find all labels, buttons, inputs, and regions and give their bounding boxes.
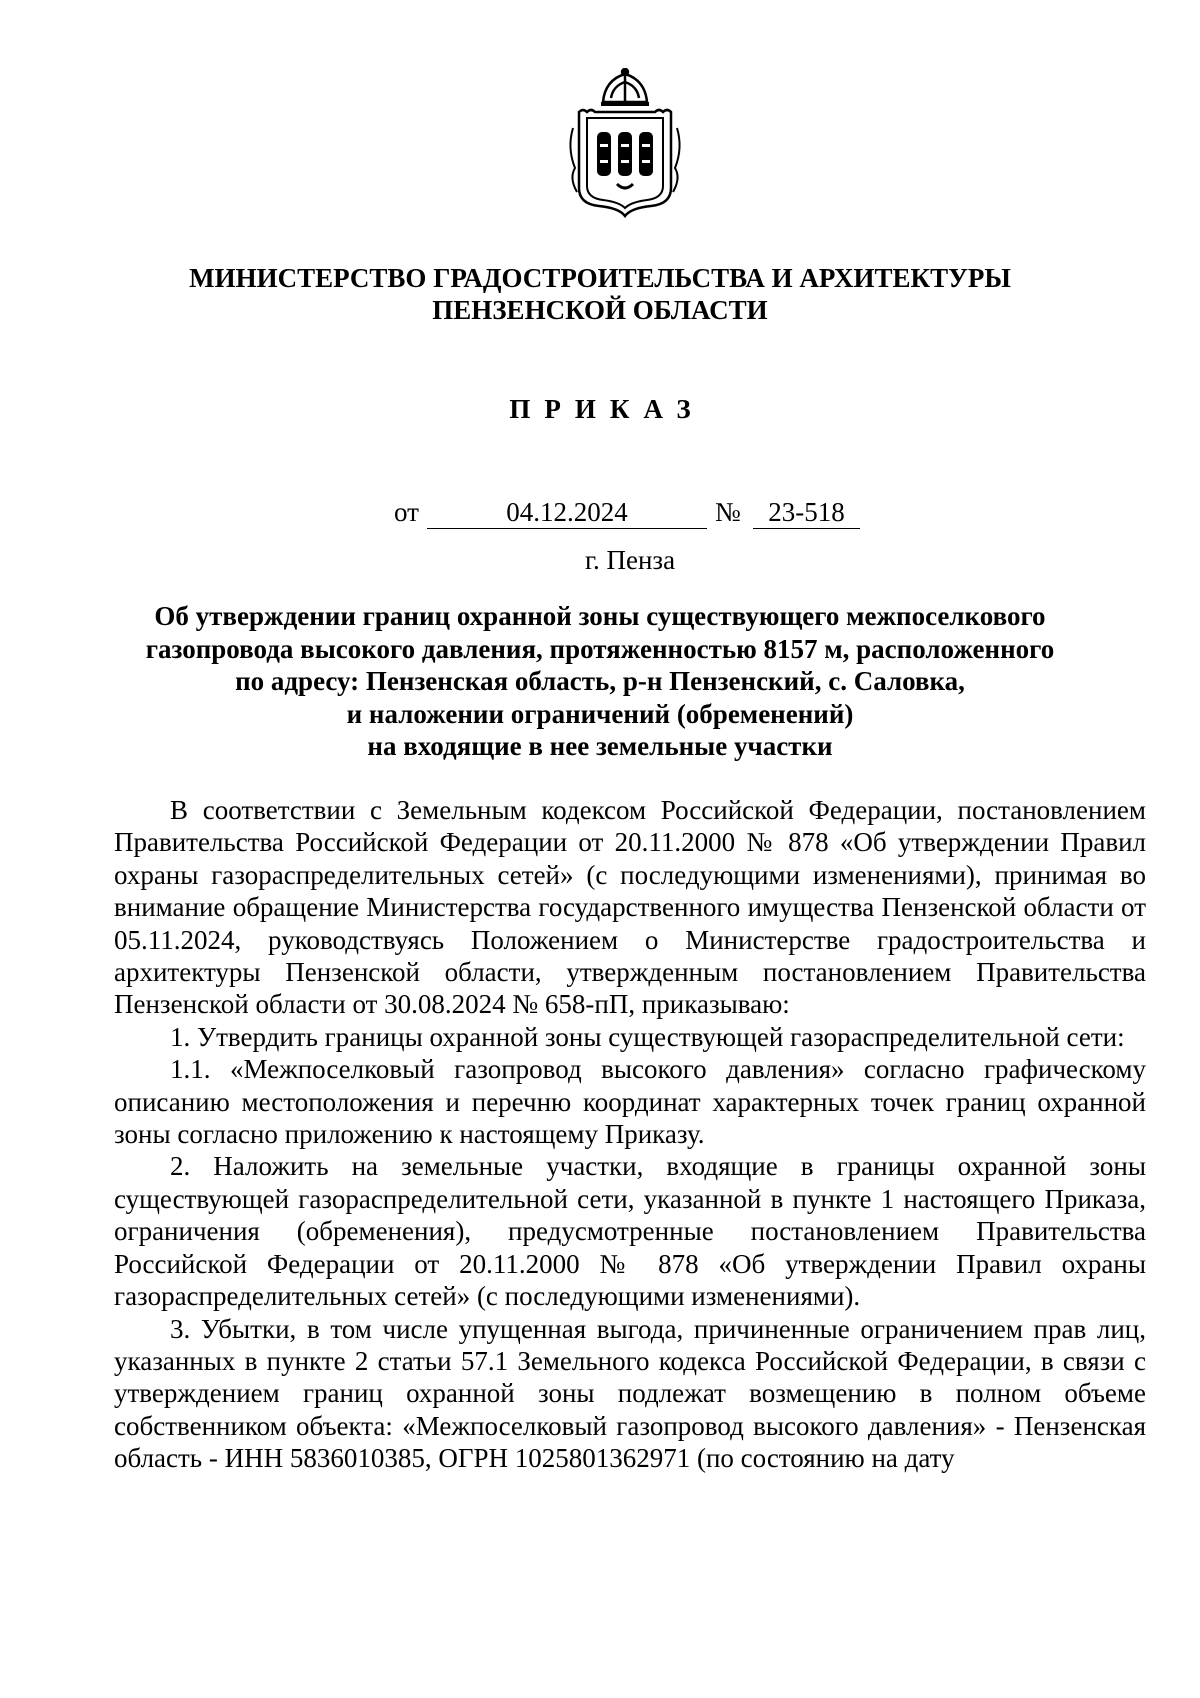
date-number-line	[0, 497, 1200, 531]
order-body	[114, 794, 1146, 1475]
order-subject	[0, 600, 1200, 763]
subject-line: Об утверждении границ охранной зоны существующего межпоселкового	[154, 601, 1046, 631]
body-paragraph-item-1: 1. Утвердить границы охранной зоны существующей газораспределительной сети:	[170, 1021, 1125, 1052]
subject-line: на входящие в нее земельные участки	[367, 731, 833, 761]
subject-line: по адресу: Пензенская область, р-н Пензенский, с. Саловка,	[235, 666, 965, 696]
ministry-name-line-1: МИНИСТЕРСТВО ГРАДОСТРОИТЕЛЬСТВА И АРХИТЕКТУРЫ	[189, 263, 1011, 293]
document-type-title: ПРИКАЗ	[509, 394, 705, 424]
date-prefix: от	[394, 497, 419, 527]
city: г. Пенза	[584, 545, 676, 575]
number-prefix: №	[715, 497, 741, 527]
coat-of-arms-icon	[565, 68, 685, 218]
ministry-name	[0, 262, 1200, 326]
order-number: 23-518	[753, 497, 860, 529]
body-paragraph-preamble: В соответствии с Земельным кодексом Российской Федерации, постановлением Правительства Российской Федерации от 20.11.2000 № 878 «Об утверждении Правил охраны газораспределительных сетей» (с последующими изменениями), принимая во внимание обращение Министерства государственного имущества Пензенской области от 05.11.2024, руководствуясь Положением о Министерстве градостроительства и архитектуры Пензенской области, утвержденным постановлением Правительства Пензенской области от 30.08.2024 № 658-пП, приказываю:	[114, 795, 1146, 1020]
ministry-name-line-2: ПЕНЗЕНСКОЙ ОБЛАСТИ	[432, 295, 768, 325]
body-paragraph-item-1-1: 1.1. «Межпоселковый газопровод высокого давления» согласно графическому описанию местоположения и перечню координат характерных точек границ охранной зоны согласно приложению к настоящему Приказу.	[114, 1054, 1146, 1150]
order-date: 04.12.2024	[427, 497, 707, 529]
body-paragraph-item-2: 2. Наложить на земельные участки, входящие в границы охранной зоны существующей газораспределительной сети, указанной в пункте 1 настоящего Приказа, ограничения (обременения), предусмотренные постановлением Правительства Российской Федерации от 20.11.2000 № 878 «Об утверждении Правил охраны газораспределительных сетей» (с последующими изменениями).	[114, 1151, 1146, 1312]
subject-line: газопровода высокого давления, протяженностью 8157 м, расположенного	[145, 633, 1055, 664]
subject-line: и наложении ограничений (обременений)	[346, 698, 854, 729]
body-paragraph-item-3: 3. Убытки, в том числе упущенная выгода, причиненные ограничением прав лиц, указанных в пункте 2 статьи 57.1 Земельного кодекса Российской Федерации, в связи с утверждением границ охранной зоны подлежат возмещению в полном объеме собственником объекта: «Межпоселковый газопровод высокого давления» - Пензенская область - ИНН 5836010385, ОГРН 1025801362971 (по состоянию на дату	[114, 1313, 1146, 1474]
